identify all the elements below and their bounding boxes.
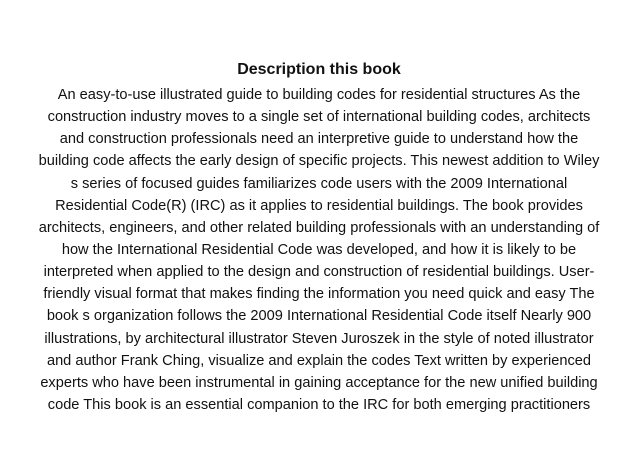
description-line-11: book s organization follows the 2009 International Residential Code itself Nearly 900 — [46, 308, 592, 325]
description-line-1: An easy-to-use illustrated guide to building codes for residential structures As the — [57, 87, 581, 103]
description-line-12: illustrations, by architectural illustrator Steven Juroszek in the style of noted illustrator — [44, 330, 594, 347]
description-line-10: friendly visual format that makes finding the information you need quick and easy The — [43, 286, 595, 303]
description-line-8: how the International Residential Code was developed, and how it is likely to be — [61, 241, 577, 258]
description-body — [0, 84, 638, 416]
document-title: Description this book — [237, 61, 401, 78]
description-line-15: code This book is an essential companion to the IRC for both emerging practitioners — [47, 396, 591, 413]
description-line-5: s series of focused guides familiarizes code users with the 2009 International — [70, 175, 568, 192]
description-line-6: Residential Code(R) (IRC) as it applies to residential buildings. The book provides — [55, 197, 583, 214]
description-line-14: experts who have been instrumental in gaining acceptance for the new unified building — [40, 374, 598, 391]
description-line-9: interpreted when applied to the design and construction of residential buildings. User- — [43, 264, 595, 281]
description-line-3: and construction professionals need an interpretive guide to understand how the — [59, 131, 579, 148]
description-line-13: and author Frank Ching, visualize and explain the codes Text written by experienced — [46, 352, 592, 369]
description-line-4: building code affects the early design of specific projects. This newest addition to Wiley — [38, 153, 600, 170]
description-line-2: construction industry moves to a single set of international building codes, architects — [47, 109, 591, 126]
description-line-7: architects, engineers, and other related building professionals with an understanding of — [38, 219, 600, 236]
